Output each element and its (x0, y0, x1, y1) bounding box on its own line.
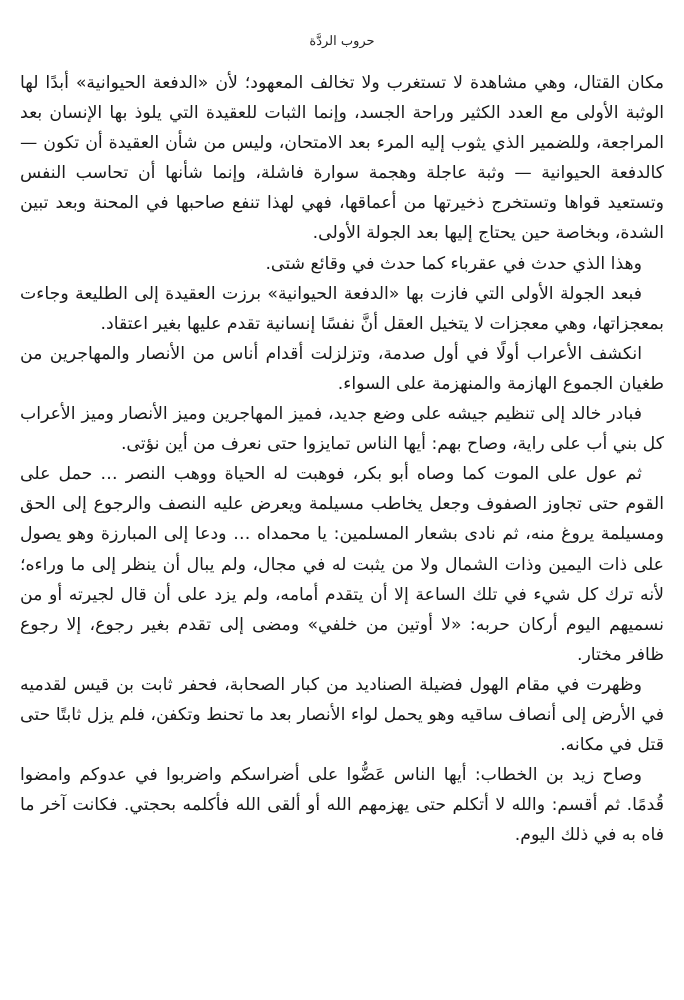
paragraph-1: مكان القتال، وهي مشاهدة لا تستغرب ولا تخالف المعهود؛ لأن «الدفعة الحيوانية» أبدًا لها الوثبة الأولى مع العدد الكثير وراحة الجسد، وإنما الثبات للعقيدة التي يلوذ بها الإنسان بعد المراجعة، وللضمير الذي يثوب إليه المرء بعد الامتحان، وليس من شأن العقيدة أن تكون — كالدفعة الحيوانية — وثبة عاجلة وهجمة سوارة فاشلة، وإنما شأنها أن تحاسب النفس وتستعيد قواها وتستخرج ذخيرتها من أعماقها، فهي لهذا تنفع صاحبها في المحنة وبعد تبين الشدة، وبخاصة حين يحتاج إليها بعد الجولة الأولى. (20, 73, 664, 244)
paragraph-8: وصاح زيد بن الخطاب: أيها الناس عَضُّوا على أضراسكم واضربوا في عدوكم وامضوا قُدمًا. ثم أقسم: والله لا أتكلم حتى يهزمهم الله أو ألقى الله فأكلمه بحجتي. فكانت آخر ما فاه به في ذلك اليوم. (20, 765, 664, 846)
running-header: حروب الردَّة (309, 34, 375, 49)
paragraph-3: فبعد الجولة الأولى التي فازت بها «الدفعة الحيوانية» برزت العقيدة إلى الطليعة وجاءت بمعجزاتها، وهي معجزات لا يتخيل العقل أنَّ نفسًا إنسانية تقدم عليها بغير اعتقاد. (20, 283, 664, 334)
paragraph-6: ثم عول على الموت كما وصاه أبو بكر، فوهبت له الحياة ووهب النصر … حمل على القوم حتى تجاوز الصفوف وجعل يخاطب مسيلمة ويعرض عليه النصف والرجوع إلى الحق ومسيلمة يروغ منه، ثم نادى بشعار المسلمين: يا محمداه … ودعا إلى المبارزة وهو يصول على ذات اليمين وذات الشمال ولا من يثبت له في مجال، ولم يبال أن ينظر إلى ما وراءه؛ لأنه ترك كل شيء في تلك الساعة إلا أن يتقدم أمامه، ولم يزد على أن قال لجيرته أو من نسميهم اليوم أركان حربه: «لا أوتين من خلفي» ومضى إلى تقدم بغير رجوع، إلا رجوع ظافر مختار. (20, 464, 664, 665)
body-text (20, 68, 664, 850)
paragraph-2: وهذا الذي حدث في عقرباء كما حدث في وقائع شتى. (265, 253, 642, 274)
paragraph-4: انكشف الأعراب أولًا في أول صدمة، وتزلزلت أقدام أناس من الأنصار والمهاجرين من طغيان الجموع الهازمة والمنهزمة على السواء. (20, 343, 664, 394)
paragraph-5: فبادر خالد إلى تنظيم جيشه على وضع جديد، فميز المهاجرين وميز الأنصار وميز الأعراب كل بني أب على راية، وصاح بهم: أيها الناس تمايزوا حتى نعرف من أين نؤتى. (20, 404, 664, 455)
paragraph-7: وظهرت في مقام الهول فضيلة الصناديد من كبار الصحابة، فحفر ثابت بن قيس لقدميه في الأرض إلى أنصاف ساقيه وهو يحمل لواء الأنصار بعد ما تحنط وتكفن، فلم يزل ثابتًا حتى قتل في مكانه. (20, 674, 664, 756)
